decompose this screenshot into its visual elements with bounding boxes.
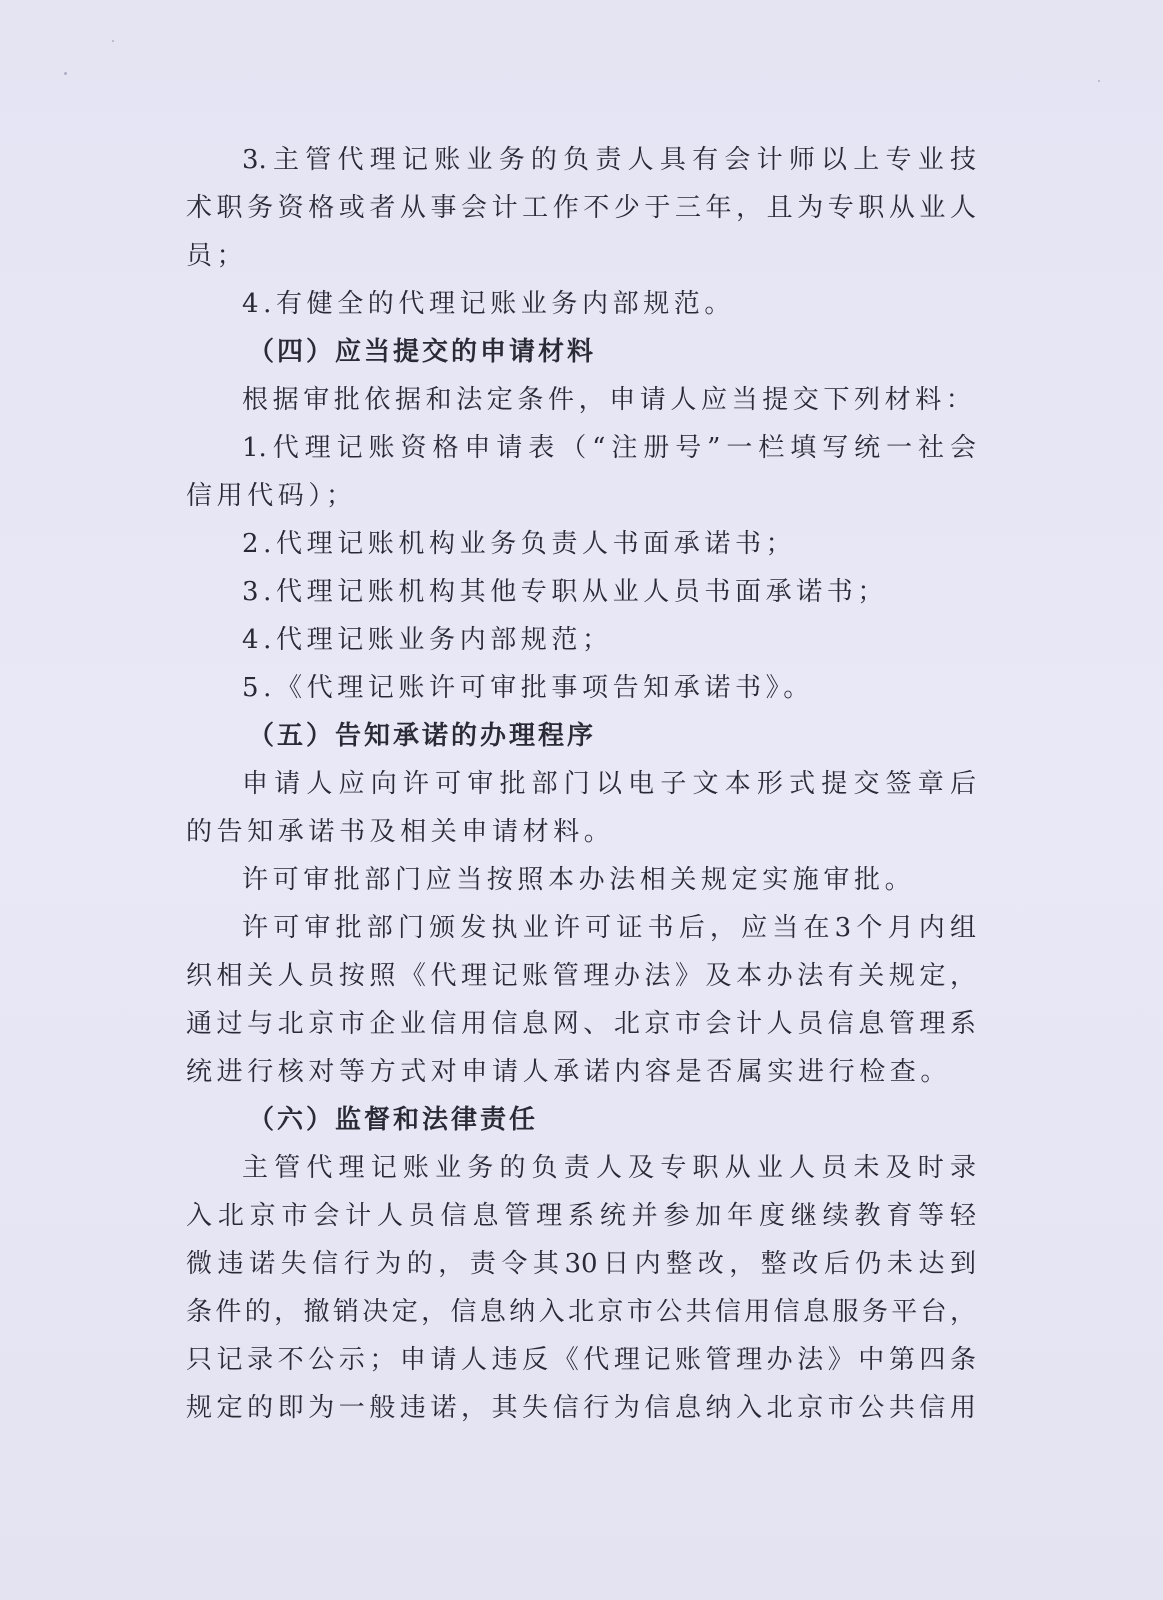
section-heading: （五）告知承诺的办理程序 [248, 721, 597, 751]
scan-speck [64, 72, 67, 75]
text-line: 的告知承诺书及相关申请材料。 [186, 817, 615, 847]
text-line: 3.主管代理记账业务的负责人具有会计师以上专业技 [242, 145, 976, 175]
text-line: 根据审批依据和法定条件，申请人应当提交下列材料： [242, 385, 977, 415]
text-line: 主管代理记账业务的负责人及专职从业人员未及时录 [242, 1153, 976, 1183]
text-line: 术职务资格或者从事会计工作不少于三年，且为专职从业人 [186, 193, 976, 223]
text-line: 申请人应向许可审批部门以电子文本形式提交签章后 [242, 769, 976, 799]
text-line: 5.《代理记账许可审批事项告知承诺书》。 [242, 673, 814, 703]
text-line: 入北京市会计人员信息管理系统并参加年度继续教育等轻 [186, 1201, 976, 1231]
text-line: 信用代码）； [186, 481, 357, 511]
text-line: 许可审批部门应当按照本办法相关规定实施审批。 [242, 865, 916, 895]
text-line: 织相关人员按照《代理记账管理办法》及本办法有关规定， [186, 961, 976, 991]
scan-speck [112, 40, 114, 42]
text-line: 微违诺失信行为的，责令其30日内整改，整改后仍未达到 [186, 1249, 976, 1279]
text-line: 统进行核对等方式对申请人承诺内容是否属实进行检查。 [186, 1057, 952, 1087]
document-body [186, 136, 976, 1432]
text-line: 4.代理记账业务内部规范； [242, 625, 613, 655]
text-line: 条件的，撤销决定，信息纳入北京市公共信用信息服务平台， [186, 1297, 976, 1327]
text-line: 员； [186, 241, 248, 271]
text-line: 只记录不公示；申请人违反《代理记账管理办法》中第四条 [186, 1345, 976, 1375]
section-heading: （六）监督和法律责任 [248, 1105, 539, 1135]
section-heading: （四）应当提交的申请材料 [248, 337, 597, 367]
text-line: 规定的即为一般违诺，其失信行为信息纳入北京市公共信用 [186, 1393, 976, 1423]
text-line: 通过与北京市企业信用信息网、北京市会计人员信息管理系 [186, 1009, 976, 1039]
text-line: 4.有健全的代理记账业务内部规范。 [242, 289, 736, 319]
text-line: 3.代理记账机构其他专职从业人员书面承诺书； [242, 577, 889, 607]
text-line: 1.代理记账资格申请表（“注册号”一栏填写统一社会 [242, 433, 976, 463]
scan-speck [1098, 80, 1100, 82]
text-line: 2.代理记账机构业务负责人书面承诺书； [242, 529, 797, 559]
text-line: 许可审批部门颁发执业许可证书后，应当在3个月内组 [242, 913, 976, 943]
